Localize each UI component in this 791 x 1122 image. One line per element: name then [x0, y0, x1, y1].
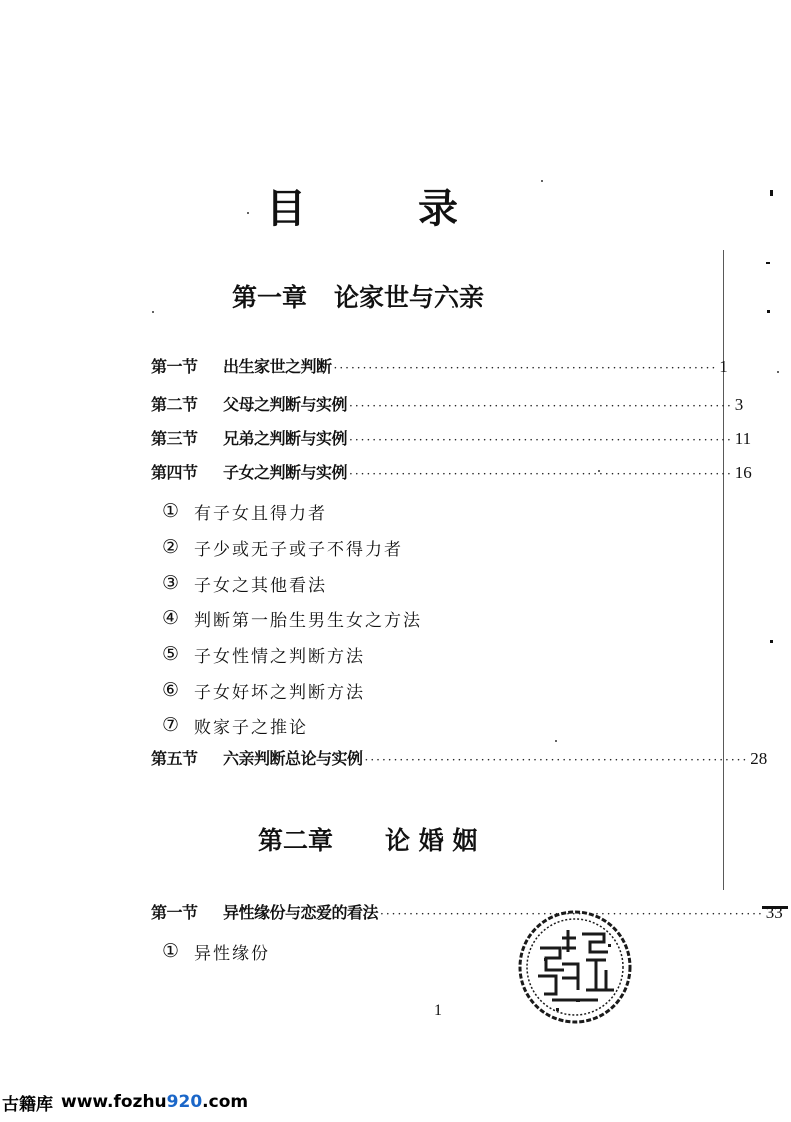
dot-leader: ·································································· — [349, 433, 733, 447]
page-ref: 1 — [719, 357, 728, 376]
circled-number: ① — [162, 500, 180, 522]
section-number: 第二节 — [151, 395, 198, 414]
page-ref: 11 — [734, 429, 752, 448]
dot-leader: ·································································· — [349, 399, 733, 413]
watermark-url-number: 920 — [166, 1092, 203, 1112]
sub-entry[interactable] — [162, 604, 422, 632]
sub-entry-text: 子女性情之判断方法 — [194, 646, 365, 667]
sub-entry[interactable] — [162, 569, 327, 597]
scan-edge-mark — [767, 310, 770, 313]
seal-stamp — [516, 908, 634, 1026]
scan-speck — [541, 180, 543, 182]
chapter-name: 论 婚 姻 — [385, 826, 478, 855]
watermark-site-name: 古籍库 — [2, 1094, 53, 1115]
toc-entry[interactable] — [151, 426, 752, 452]
sub-entry[interactable] — [162, 711, 308, 739]
sub-entry-text: 判断第一胎生男生女之方法 — [194, 610, 422, 631]
watermark-url-suffix: .com — [202, 1092, 249, 1112]
sub-entry-text: 败家子之推论 — [194, 717, 308, 738]
section-number: 第一节 — [151, 357, 198, 376]
circled-number: ⑦ — [162, 714, 180, 736]
scan-speck — [555, 740, 557, 742]
sub-entry-text: 有子女且得力者 — [194, 503, 327, 524]
dot-leader: ·································································· — [333, 361, 718, 375]
section-number: 第一节 — [151, 903, 198, 922]
section-number: 第四节 — [151, 463, 198, 482]
chapter-number: 第一章 — [232, 283, 308, 312]
page-ref: 3 — [734, 395, 744, 414]
sub-entry[interactable] — [162, 640, 365, 668]
sub-entry[interactable] — [162, 497, 327, 525]
section-number: 第三节 — [151, 429, 198, 448]
section-title: 异性缘份与恋爱的看法 — [223, 903, 379, 922]
sub-entry[interactable] — [162, 676, 365, 704]
watermark-url-prefix: www.fozhu — [61, 1092, 167, 1112]
section-title: 子女之判断与实例 — [223, 463, 348, 482]
scan-edge-line — [723, 250, 724, 890]
sub-entry-text: 子女好坏之判断方法 — [194, 682, 365, 703]
sub-entry[interactable] — [162, 533, 403, 561]
title-char: 录 — [418, 186, 458, 232]
page-number: 1 — [434, 1002, 442, 1019]
section-title: 兄弟之判断与实例 — [223, 429, 348, 448]
dot-leader: ·································································· — [380, 907, 764, 921]
sub-entry[interactable] — [162, 937, 270, 965]
scan-edge-mark — [770, 640, 773, 643]
dot-leader: ·································································· — [349, 467, 733, 481]
chapter-number: 第二章 — [258, 826, 334, 855]
circled-number: ① — [162, 940, 180, 962]
scan-speck — [777, 371, 779, 373]
toc-entry[interactable] — [151, 354, 728, 380]
circled-number: ② — [162, 536, 180, 558]
sub-entry-text: 子女之其他看法 — [194, 575, 327, 596]
section-title: 出生家世之判断 — [223, 357, 332, 376]
toc-entry[interactable] — [151, 392, 744, 418]
title-char: 目 — [266, 186, 306, 232]
sub-entry-text: 异性缘份 — [194, 943, 270, 964]
circled-number: ④ — [162, 607, 180, 629]
dot-leader: ·································································· — [364, 753, 749, 767]
circled-number: ③ — [162, 572, 180, 594]
page-ref: 33 — [765, 903, 783, 922]
section-title: 六亲判断总论与实例 — [223, 749, 363, 768]
site-watermark — [0, 1082, 248, 1122]
sub-entry-text: 子少或无子或子不得力者 — [194, 539, 403, 560]
scan-edge-mark — [766, 262, 770, 264]
circled-number: ⑤ — [162, 643, 180, 665]
page-ref: 28 — [750, 749, 768, 768]
chapter-name: 论家世与六亲 — [334, 283, 485, 312]
toc-entry[interactable] — [151, 746, 768, 772]
section-title: 父母之判断与实例 — [223, 395, 348, 414]
circled-number: ⑥ — [162, 679, 180, 701]
page-ref: 16 — [734, 463, 752, 482]
scan-speck — [152, 311, 154, 313]
section-number: 第五节 — [151, 749, 198, 768]
page-title — [0, 184, 791, 234]
toc-entry[interactable] — [151, 460, 752, 486]
